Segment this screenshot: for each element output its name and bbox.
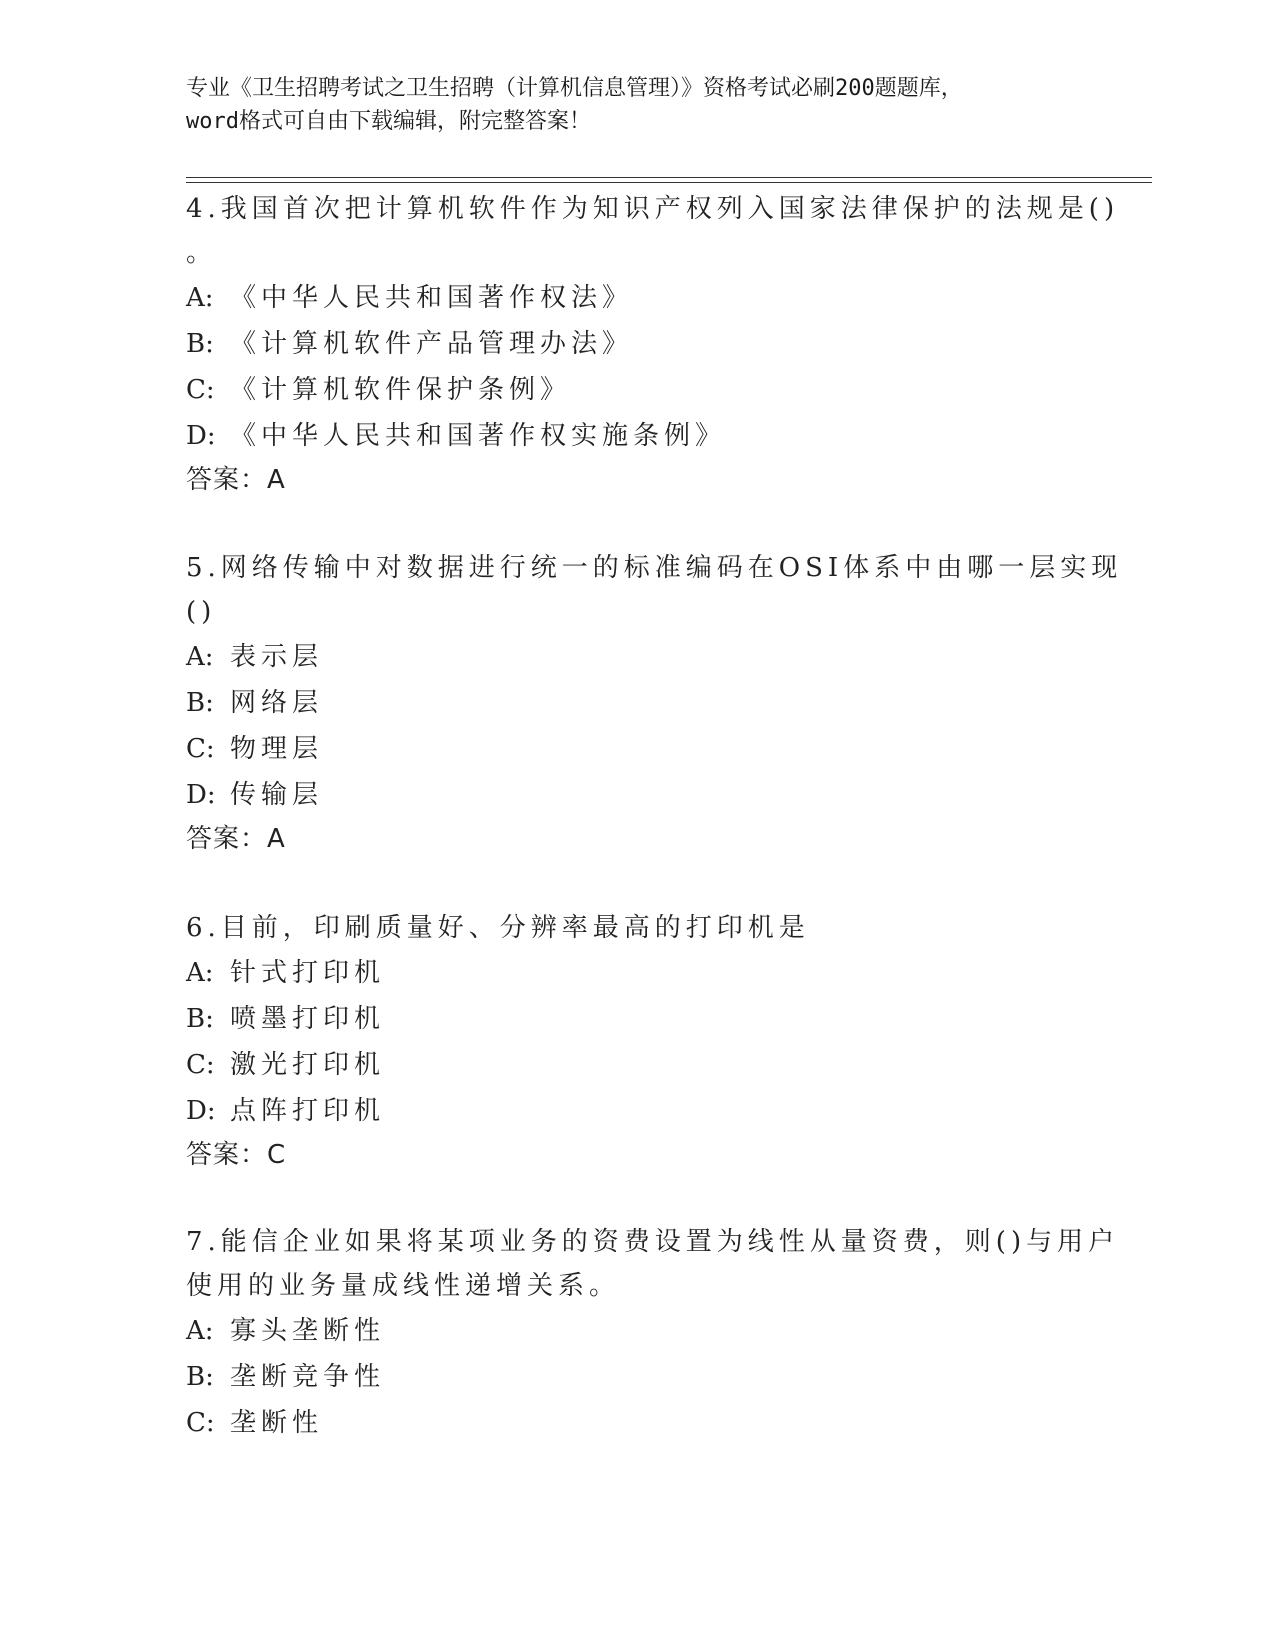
answer-line: 答案：A	[186, 465, 286, 495]
option-key: C:	[186, 1050, 215, 1080]
question-stem: 5.网络传输中对数据进行统一的标准编码在OSI体系中由哪一层实现	[186, 553, 1123, 583]
option-b	[186, 1354, 1066, 1400]
option-text: 垄断竞争性	[230, 1362, 386, 1392]
option-c	[186, 1400, 1066, 1446]
option-text: 物理层	[230, 734, 324, 764]
option-b	[186, 321, 1066, 367]
header-line-1: 专业《卫生招聘考试之卫生招聘（计算机信息管理）》资格考试必刷200题题库，	[186, 76, 963, 101]
option-a	[186, 950, 1066, 996]
option-d	[186, 772, 1066, 818]
option-key: A:	[186, 283, 214, 313]
option-key: C:	[186, 1408, 215, 1438]
option-d	[186, 413, 1066, 459]
option-key: C:	[186, 734, 215, 764]
option-key: A:	[186, 642, 214, 672]
option-a	[186, 275, 1066, 321]
option-b	[186, 996, 1066, 1042]
question-4	[186, 187, 1120, 501]
option-text: 《中华人民共和国著作权实施条例》	[230, 421, 727, 451]
option-text: 激光打印机	[230, 1050, 386, 1080]
option-key: D:	[186, 1096, 216, 1126]
question-stem-continued: 。	[186, 238, 218, 268]
question-stem: 4.我国首次把计算机软件作为知识产权列入国家法律保护的法规是()	[186, 194, 1120, 224]
option-key: B:	[186, 1004, 214, 1034]
option-text: 传输层	[230, 780, 324, 810]
option-text: 喷墨打印机	[230, 1004, 386, 1034]
option-text: 网络层	[230, 688, 324, 718]
option-text: 垄断性	[230, 1408, 324, 1438]
option-key: B:	[186, 329, 214, 359]
question-stem-continued: 使用的业务量成线性递增关系。	[186, 1271, 621, 1301]
option-c	[186, 726, 1066, 772]
option-c	[186, 367, 1066, 413]
option-c	[186, 1042, 1066, 1088]
header-divider-top	[186, 177, 1152, 178]
question-5	[186, 546, 1123, 860]
option-key: A:	[186, 1316, 214, 1346]
question-6	[186, 906, 1066, 1176]
option-key: C:	[186, 375, 215, 405]
header-line-2: word格式可自由下载编辑，附完整答案！	[186, 109, 591, 134]
question-stem: 7.能信企业如果将某项业务的资费设置为线性从量资费，则()与用户	[186, 1227, 1120, 1257]
option-key: B:	[186, 688, 214, 718]
document-header	[186, 72, 1086, 138]
option-a	[186, 634, 1066, 680]
option-text: 《计算机软件产品管理办法》	[230, 329, 634, 359]
option-b	[186, 680, 1066, 726]
question-stem: 6.目前，印刷质量好、分辨率最高的打印机是	[186, 913, 810, 943]
option-text: 寡头垄断性	[230, 1316, 386, 1346]
option-a	[186, 1308, 1066, 1354]
option-key: A:	[186, 958, 214, 988]
option-text: 《中华人民共和国著作权法》	[230, 283, 634, 313]
answer-line: 答案：A	[186, 824, 286, 854]
option-key: D:	[186, 780, 216, 810]
answer-line: 答案：C	[186, 1140, 287, 1170]
question-7	[186, 1220, 1120, 1446]
option-key: D:	[186, 421, 216, 451]
option-text: 《计算机软件保护条例》	[230, 375, 572, 405]
header-divider-bottom	[186, 182, 1152, 183]
question-stem-continued: ()	[186, 597, 217, 627]
option-text: 针式打印机	[230, 958, 386, 988]
option-key: B:	[186, 1362, 214, 1392]
option-text: 表示层	[230, 642, 324, 672]
option-text: 点阵打印机	[230, 1096, 386, 1126]
option-d	[186, 1088, 1066, 1134]
